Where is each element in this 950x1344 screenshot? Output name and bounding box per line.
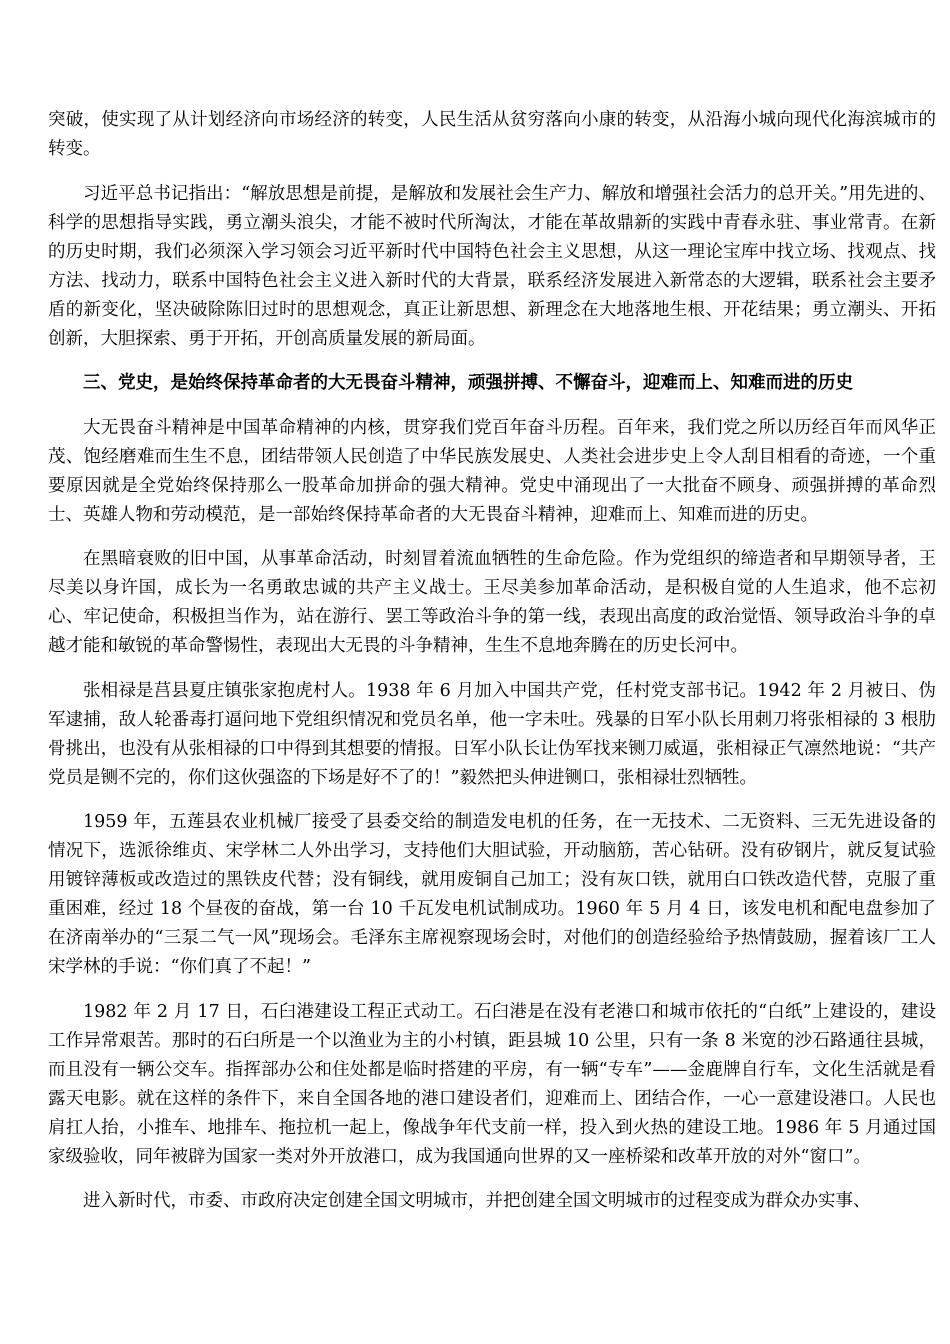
paragraph-liberate-thought: 习近平总书记指出：“解放思想是前提，是解放和发展社会生产力、解放和增强社会活力的总开关。”用先进的、科学的思想指导实践，勇立潮头浪尖，才能不被时代所淘汰，才能在革故鼎新的实践中青春永驻、事业常青。在新的历史时期，我们必须深入学习领会习近平新时代中国特色社会主义思想，从这一理论宝库中找立场、找观点、找方法、找动力，联系中国特色社会主义进入新时代的大背景，联系经济发展进入新常态的大逻辑，联系社会主要矛盾的新变化，坚决破除陈旧过时的思想观念，真正让新思想、新理念在大地落地生根、开花结果；勇立潮头、开拓创新，大胆探索、勇于开拓，开创高质量发展的新局面。	[48, 183, 936, 349]
paragraph-continuation: 突破，使实现了从计划经济向市场经济的转变，人民生活从贫穷落向小康的转变，从沿海小城向现代化海滨城市的转变。	[48, 110, 936, 159]
paragraph-wang-jinmei: 在黑暗衰败的旧中国，从事革命活动，时刻冒着流血牺牲的生命危险。作为党组织的缔造者和早期领导者，王尽美以身许国，成长为一名勇敢忠诚的共产主义战士。王尽美参加革命活动，是积极自觉的人生追求，他不忘初心、牢记使命，积极担当作为，站在游行、罢工等政治斗争的第一线，表现出高度的政治觉悟、领导政治斗争的卓越才能和敏锐的革命警惕性，表现出大无畏的斗争精神，生生不息地奔腾在的历史长河中。	[48, 549, 936, 656]
document-page	[48, 106, 936, 1232]
paragraph-zhang-xianglu: 张相禄是莒县夏庄镇张家抱虎村人。1938 年 6 月加入中国共产党，任村党支部书记。1942 年 2 月被日、伪军逮捕，敌人轮番毒打逼问地下党组织情况和党员名单，他一字未吐。残暴的日军小队长用刺刀将张相禄的 3 根肋骨挑出，也没有从张相禄的口中得到其想要的情报。日军小队长让伪军找来铡刀威逼，张相禄正气凛然地说：“共产党员是铡不完的，你们这伙强盗的下场是好不了的！”毅然把头伸进铡口，张相禄壮烈牺牲。	[48, 680, 936, 788]
section-heading-three: 三、党史，是始终保持革命者的大无畏奋斗精神，顽强拼搏、不懈奋斗，迎难而上、知难而进的历史	[83, 373, 853, 393]
paragraph-fearless-spirit: 大无畏奋斗精神是中国革命精神的内核，贯穿我们党百年奋斗历程。百年来，我们党之所以历经百年而风华正茂、饱经磨难而生生不息，团结带领人民创造了中华民族发展史、人类社会进步史上令人刮目相看的奇迹，一个重要原因就是全党始终保持那么一股革命加拼命的强大精神。党史中涌现出了一大批奋不顾身、顽强拼搏的革命烈士、英雄人物和劳动模范，是一部始终保持革命者的大无畏奋斗精神，迎难而上、知难而进的历史。	[48, 417, 936, 525]
paragraph-shijiu-port: 1982 年 2 月 17 日，石臼港建设工程正式动工。石臼港是在没有老港口和城市依托的“白纸”上建设的，建设工作异常艰苦。那时的石臼所是一个以渔业为主的小村镇，距县城 10 公里，只有一条 8 米宽的沙石路通往县城，而且没有一辆公交车。指挥部办公和住处都是临时搭建的平房，有一辆“专车”——金鹿牌自行车，文化生活就是看露天电影。就在这样的条件下，来自全国各地的港口建设者们，迎难而上、团结合作，一心一意建设港口。人民也肩扛人抬，小推车、地排车、拖拉机一起上，像战争年代支前一样，投入到火热的建设工地。1986 年 5 月通过国家级验收，同年被辟为国家一类对外开放港口，成为我国通向世界的又一座桥梁和改革开放的对外“窗口”。	[48, 1001, 936, 1167]
paragraph-new-era: 进入新时代，市委、市政府决定创建全国文明城市，并把创建全国文明城市的过程变成为群众办实事、	[83, 1191, 871, 1211]
paragraph-wulian-generator: 1959 年，五莲县农业机械厂接受了县委交给的制造发电机的任务，在一无技术、二无资料、三无先进设备的情况下，选派徐维贞、宋学林二人外出学习，支持他们大胆试验，开动脑筋，苦心钻研。没有矽钢片，就反复试验用镀锌薄板或改造过的黑铁皮代替；没有铜线，就用废铜自己加工；没有灰口铁，就用白口铁改造代替，克服了重重困难，经过 18 个昼夜的奋战，第一台 10 千瓦发电机试制成功。1960 年 5 月 4 日，该发电机和配电盘参加了在济南举办的“三泵二气一风”现场会。毛泽东主席视察现场会时，对他们的创造经验给予热情鼓励，握着该厂工人宋学林的手说：“你们真了不起！”	[48, 812, 936, 977]
